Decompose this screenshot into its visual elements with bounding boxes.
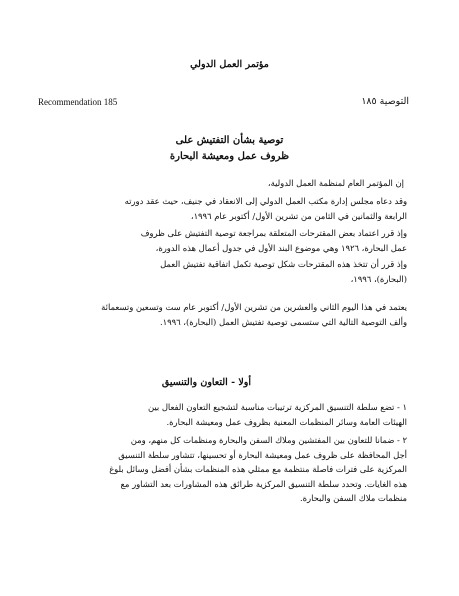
conference-title: مؤتمر العمل الدولي <box>190 59 269 70</box>
text-line: الرابعة والثمانين في الثامن من تشرين الأول/ أكتوبر عام ١٩٩٦، <box>190 210 407 221</box>
preamble-paragraph-2 <box>39 226 407 255</box>
preamble-paragraph-1 <box>39 194 407 223</box>
recommendation-number-ar: التوصية ١٨٥ <box>361 96 409 107</box>
text-line: وإذ قرر اعتماد بعض المقترحات المتعلقة بمراجعة توصية التفتيش على ظروف <box>140 228 407 238</box>
section-heading: أولا - التعاون والتنسيق <box>161 377 251 388</box>
text-line: ٢ - ضمانا للتعاون بين المفتشين وملاك السفن والبحارة ومنظمات كل منهم، ومن <box>130 435 407 445</box>
text-line: (البحارة)، ١٩٩٦، <box>350 273 407 284</box>
text-line: وقد دعاه مجلس إدارة مكتب العمل الدولي إلى الانعقاد في جنيف، حيث عقد دورته <box>124 196 407 206</box>
recommendation-number-en: Recommendation 185 <box>38 97 118 107</box>
text-line: وإذ قرر أن تتخذ هذه المقترحات شكل توصية تكمل اتفاقية تفتيش العمل <box>160 259 407 269</box>
text-line: هذه الغايات. وتحدد سلطة التنسيق المركزية طرائق هذه المشاورات بعد التشاور مع <box>120 478 407 489</box>
text-line: ١ - تضع سلطة التنسيق المركزية ترتيبات مناسبة لتشجيع التعاون الفعال بين <box>147 402 407 412</box>
text-line: يعتمد في هذا اليوم الثاني والعشرين من تشرين الأول/ أكتوبر عام ست وتسعين وتسعمائة <box>101 302 407 312</box>
preamble-paragraph-4 <box>39 300 407 329</box>
preamble-paragraph-0 <box>44 176 404 191</box>
text-line: عمل البحارة، ١٩٢٦ وهي موضوع البند الأول في جدول أعمال هذه الدورة، <box>155 242 407 253</box>
document-title-line-1: توصية بشأن التفتيش على <box>175 135 284 146</box>
text-line: إن المؤتمر العام لمنظمة العمل الدولية، <box>267 178 404 188</box>
section-paragraph-1 <box>39 400 407 429</box>
text-line: منظمات ملاك السفن والبحارة. <box>300 493 407 503</box>
text-line: المركزية على فترات فاصلة منتظمة مع ممثلي هذه المنظمات بشأن أفضل وسائل بلوغ <box>109 464 407 474</box>
preamble-paragraph-3 <box>39 257 407 286</box>
text-line: الهيئات العامة وسائر المنظمات المعنية بظروف عمل ومعيشة البحارة. <box>166 416 407 427</box>
section-paragraph-2 <box>39 433 407 506</box>
document-title-line-2: ظروف عمل ومعيشة البحارة <box>169 151 290 162</box>
text-line: وألف التوصية التالية التي ستسمى توصية تفتيش العمل (البحارة)، ١٩٩٦. <box>159 316 407 327</box>
text-line: أجل المحافظة على ظروف عمل ومعيشة البحارة أو تحسينها، تتشاور سلطة التنسيق <box>118 449 407 460</box>
